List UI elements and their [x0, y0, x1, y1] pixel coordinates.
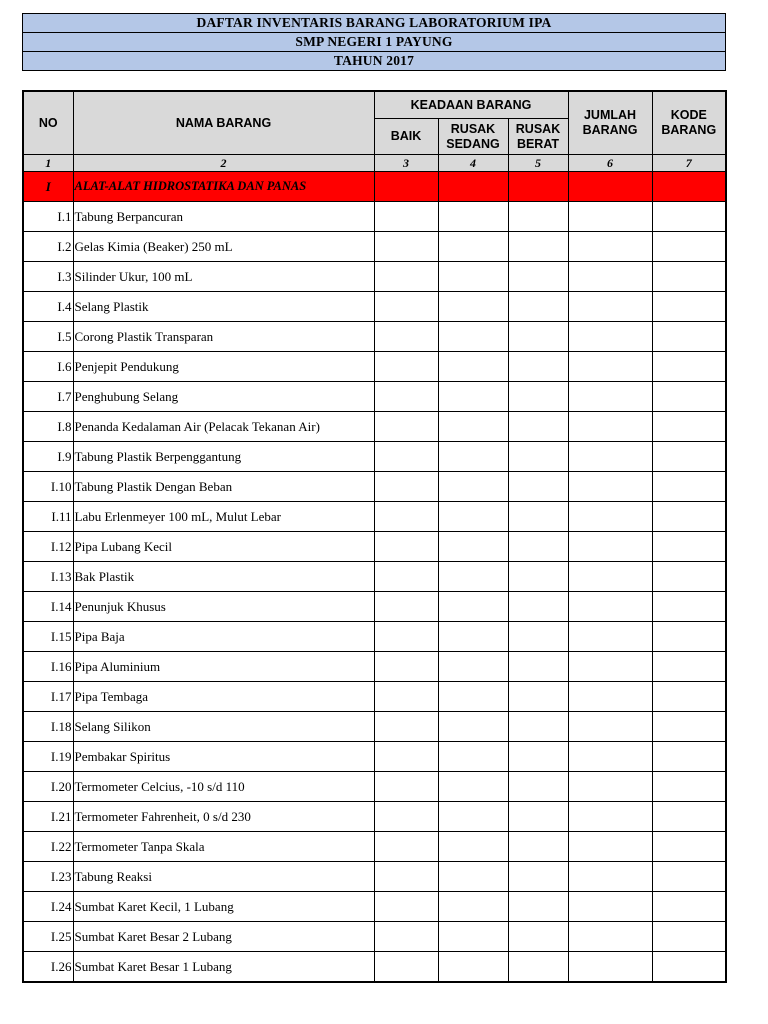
header-kode-barang — [652, 91, 726, 155]
header-kode-line-2: BARANG — [661, 123, 717, 137]
item-name: Tabung Berpancuran — [73, 202, 374, 232]
empty-cell — [652, 832, 726, 862]
empty-cell — [568, 832, 652, 862]
empty-cell — [568, 622, 652, 652]
empty-cell — [568, 892, 652, 922]
empty-cell — [568, 592, 652, 622]
item-no: I.14 — [23, 592, 73, 622]
empty-cell — [508, 592, 568, 622]
column-number: 7 — [652, 155, 726, 172]
empty-cell — [438, 952, 508, 983]
table-row — [23, 922, 726, 952]
empty-cell — [568, 412, 652, 442]
empty-cell — [568, 472, 652, 502]
empty-cell — [508, 382, 568, 412]
section-name: ALAT-ALAT HIDROSTATIKA DAN PANAS — [73, 172, 374, 202]
item-name: Selang Plastik — [73, 292, 374, 322]
empty-cell — [374, 832, 438, 862]
header-keadaan-barang: KEADAAN BARANG — [374, 91, 568, 119]
empty-cell — [508, 232, 568, 262]
empty-cell — [568, 262, 652, 292]
empty-cell — [652, 712, 726, 742]
item-no: I.16 — [23, 652, 73, 682]
empty-cell — [438, 532, 508, 562]
item-no: I.2 — [23, 232, 73, 262]
empty-cell — [652, 172, 726, 202]
empty-cell — [374, 292, 438, 322]
column-number: 3 — [374, 155, 438, 172]
empty-cell — [568, 532, 652, 562]
header-rusak-sedang — [438, 119, 508, 155]
empty-cell — [508, 412, 568, 442]
empty-cell — [438, 922, 508, 952]
empty-cell — [568, 232, 652, 262]
empty-cell — [652, 262, 726, 292]
empty-cell — [374, 682, 438, 712]
table-row — [23, 202, 726, 232]
empty-cell — [508, 502, 568, 532]
table-row — [23, 412, 726, 442]
empty-cell — [438, 622, 508, 652]
empty-cell — [374, 202, 438, 232]
document-title-block — [22, 13, 726, 71]
item-name: Bak Plastik — [73, 562, 374, 592]
empty-cell — [438, 832, 508, 862]
item-no: I.8 — [23, 412, 73, 442]
empty-cell — [652, 862, 726, 892]
empty-cell — [508, 922, 568, 952]
empty-cell — [438, 772, 508, 802]
empty-cell — [508, 472, 568, 502]
item-no: I.15 — [23, 622, 73, 652]
empty-cell — [568, 952, 652, 983]
empty-cell — [374, 442, 438, 472]
item-no: I.22 — [23, 832, 73, 862]
document-year: TAHUN 2017 — [23, 52, 725, 70]
section-row — [23, 172, 726, 202]
empty-cell — [652, 562, 726, 592]
empty-cell — [568, 682, 652, 712]
item-no: I.5 — [23, 322, 73, 352]
empty-cell — [652, 682, 726, 712]
empty-cell — [568, 862, 652, 892]
empty-cell — [508, 322, 568, 352]
table-row — [23, 502, 726, 532]
header-rusak-sedang-line-2: SEDANG — [446, 136, 500, 151]
item-name: Corong Plastik Transparan — [73, 322, 374, 352]
empty-cell — [652, 892, 726, 922]
header-baik: BAIK — [374, 119, 438, 155]
column-number: 4 — [438, 155, 508, 172]
empty-cell — [438, 862, 508, 892]
empty-cell — [652, 592, 726, 622]
empty-cell — [374, 862, 438, 892]
empty-cell — [508, 952, 568, 983]
empty-cell — [652, 742, 726, 772]
item-name: Penunjuk Khusus — [73, 592, 374, 622]
item-no: I.10 — [23, 472, 73, 502]
item-name: Selang Silikon — [73, 712, 374, 742]
item-name: Gelas Kimia (Beaker) 250 mL — [73, 232, 374, 262]
column-number: 5 — [508, 155, 568, 172]
empty-cell — [652, 442, 726, 472]
table-row — [23, 562, 726, 592]
empty-cell — [438, 352, 508, 382]
empty-cell — [374, 922, 438, 952]
empty-cell — [652, 202, 726, 232]
empty-cell — [652, 322, 726, 352]
item-name: Pembakar Spiritus — [73, 742, 374, 772]
empty-cell — [652, 802, 726, 832]
empty-cell — [508, 682, 568, 712]
item-no: I.26 — [23, 952, 73, 983]
table-row — [23, 352, 726, 382]
empty-cell — [508, 172, 568, 202]
empty-cell — [438, 172, 508, 202]
empty-cell — [652, 502, 726, 532]
column-number: 1 — [23, 155, 73, 172]
table-row — [23, 952, 726, 983]
empty-cell — [438, 442, 508, 472]
table-row — [23, 802, 726, 832]
empty-cell — [508, 742, 568, 772]
empty-cell — [438, 472, 508, 502]
empty-cell — [508, 562, 568, 592]
table-row — [23, 232, 726, 262]
empty-cell — [438, 802, 508, 832]
table-row — [23, 532, 726, 562]
item-no: I.20 — [23, 772, 73, 802]
table-row — [23, 292, 726, 322]
empty-cell — [652, 772, 726, 802]
header-rusak-berat — [508, 119, 568, 155]
item-name: Labu Erlenmeyer 100 mL, Mulut Lebar — [73, 502, 374, 532]
empty-cell — [568, 742, 652, 772]
empty-cell — [438, 262, 508, 292]
item-name: Pipa Baja — [73, 622, 374, 652]
empty-cell — [508, 352, 568, 382]
item-name: Tabung Plastik Dengan Beban — [73, 472, 374, 502]
item-no: I.24 — [23, 892, 73, 922]
inventory-table — [22, 90, 727, 983]
empty-cell — [438, 712, 508, 742]
section-no: I — [23, 172, 73, 202]
empty-cell — [438, 502, 508, 532]
item-no: I.4 — [23, 292, 73, 322]
table-row — [23, 862, 726, 892]
empty-cell — [438, 232, 508, 262]
empty-cell — [652, 532, 726, 562]
empty-cell — [652, 352, 726, 382]
empty-cell — [374, 262, 438, 292]
empty-cell — [568, 202, 652, 232]
empty-cell — [374, 712, 438, 742]
document-title: DAFTAR INVENTARIS BARANG LABORATORIUM IPA — [23, 14, 725, 33]
header-jumlah-line-1: JUMLAH — [583, 108, 637, 122]
empty-cell — [374, 322, 438, 352]
table-row — [23, 622, 726, 652]
item-name: Pipa Lubang Kecil — [73, 532, 374, 562]
item-no: I.19 — [23, 742, 73, 772]
empty-cell — [508, 442, 568, 472]
empty-cell — [508, 202, 568, 232]
empty-cell — [508, 262, 568, 292]
empty-cell — [508, 772, 568, 802]
school-name: SMP NEGERI 1 PAYUNG — [23, 33, 725, 52]
table-row — [23, 742, 726, 772]
header-nama-barang: NAMA BARANG — [73, 91, 374, 155]
header-no: NO — [23, 91, 73, 155]
empty-cell — [508, 712, 568, 742]
item-no: I.18 — [23, 712, 73, 742]
item-name: Termometer Fahrenheit, 0 s/d 230 — [73, 802, 374, 832]
item-no: I.6 — [23, 352, 73, 382]
table-row — [23, 892, 726, 922]
empty-cell — [374, 652, 438, 682]
table-row — [23, 262, 726, 292]
empty-cell — [374, 382, 438, 412]
empty-cell — [652, 472, 726, 502]
item-no: I.12 — [23, 532, 73, 562]
empty-cell — [374, 172, 438, 202]
item-no: I.11 — [23, 502, 73, 532]
empty-cell — [374, 622, 438, 652]
empty-cell — [374, 952, 438, 983]
empty-cell — [652, 922, 726, 952]
empty-cell — [374, 772, 438, 802]
header-jumlah-barang — [568, 91, 652, 155]
column-number: 2 — [73, 155, 374, 172]
item-name: Penghubung Selang — [73, 382, 374, 412]
empty-cell — [374, 532, 438, 562]
empty-cell — [568, 442, 652, 472]
item-name: Termometer Tanpa Skala — [73, 832, 374, 862]
empty-cell — [438, 592, 508, 622]
empty-cell — [568, 712, 652, 742]
column-number: 6 — [568, 155, 652, 172]
item-name: Tabung Plastik Berpenggantung — [73, 442, 374, 472]
empty-cell — [438, 892, 508, 922]
empty-cell — [568, 172, 652, 202]
empty-cell — [508, 532, 568, 562]
table-row — [23, 682, 726, 712]
header-jumlah-line-2: BARANG — [582, 123, 638, 137]
empty-cell — [374, 892, 438, 922]
item-name: Silinder Ukur, 100 mL — [73, 262, 374, 292]
empty-cell — [568, 922, 652, 952]
item-no: I.13 — [23, 562, 73, 592]
empty-cell — [508, 622, 568, 652]
table-row — [23, 832, 726, 862]
empty-cell — [374, 592, 438, 622]
empty-cell — [568, 382, 652, 412]
empty-cell — [374, 232, 438, 262]
item-no: I.1 — [23, 202, 73, 232]
empty-cell — [508, 862, 568, 892]
header-row-top — [23, 91, 726, 119]
empty-cell — [508, 892, 568, 922]
empty-cell — [374, 412, 438, 442]
empty-cell — [438, 682, 508, 712]
item-no: I.25 — [23, 922, 73, 952]
header-rusak-sedang-line-1: RUSAK — [450, 121, 496, 136]
table-row — [23, 442, 726, 472]
item-name: Penanda Kedalaman Air (Pelacak Tekanan Air) — [73, 412, 374, 442]
table-row — [23, 712, 726, 742]
empty-cell — [652, 232, 726, 262]
empty-cell — [438, 292, 508, 322]
empty-cell — [568, 352, 652, 382]
empty-cell — [652, 652, 726, 682]
empty-cell — [652, 382, 726, 412]
empty-cell — [374, 742, 438, 772]
item-name: Pipa Aluminium — [73, 652, 374, 682]
empty-cell — [568, 562, 652, 592]
table-row — [23, 772, 726, 802]
header-rusak-berat-line-2: BERAT — [516, 136, 560, 151]
item-name: Penjepit Pendukung — [73, 352, 374, 382]
empty-cell — [652, 292, 726, 322]
table-row — [23, 592, 726, 622]
empty-cell — [438, 742, 508, 772]
item-no: I.7 — [23, 382, 73, 412]
empty-cell — [568, 292, 652, 322]
empty-cell — [438, 562, 508, 592]
empty-cell — [438, 202, 508, 232]
empty-cell — [652, 622, 726, 652]
item-name: Tabung Reaksi — [73, 862, 374, 892]
empty-cell — [374, 562, 438, 592]
empty-cell — [438, 322, 508, 352]
empty-cell — [508, 802, 568, 832]
empty-cell — [508, 832, 568, 862]
empty-cell — [374, 802, 438, 832]
item-name: Sumbat Karet Kecil, 1 Lubang — [73, 892, 374, 922]
empty-cell — [568, 652, 652, 682]
header-rusak-berat-line-1: RUSAK — [515, 121, 561, 136]
table-row — [23, 472, 726, 502]
empty-cell — [568, 802, 652, 832]
item-no: I.9 — [23, 442, 73, 472]
empty-cell — [568, 322, 652, 352]
empty-cell — [568, 772, 652, 802]
empty-cell — [508, 652, 568, 682]
item-no: I.3 — [23, 262, 73, 292]
item-name: Sumbat Karet Besar 2 Lubang — [73, 922, 374, 952]
empty-cell — [438, 652, 508, 682]
column-number-row — [23, 155, 726, 172]
empty-cell — [374, 472, 438, 502]
table-row — [23, 322, 726, 352]
item-no: I.23 — [23, 862, 73, 892]
item-no: I.17 — [23, 682, 73, 712]
empty-cell — [438, 412, 508, 442]
empty-cell — [652, 412, 726, 442]
table-row — [23, 382, 726, 412]
empty-cell — [652, 952, 726, 983]
empty-cell — [374, 502, 438, 532]
empty-cell — [508, 292, 568, 322]
table-row — [23, 652, 726, 682]
item-name: Sumbat Karet Besar 1 Lubang — [73, 952, 374, 983]
empty-cell — [374, 352, 438, 382]
header-kode-line-1: KODE — [670, 108, 707, 122]
empty-cell — [438, 382, 508, 412]
item-name: Termometer Celcius, -10 s/d 110 — [73, 772, 374, 802]
empty-cell — [568, 502, 652, 532]
item-name: Pipa Tembaga — [73, 682, 374, 712]
item-no: I.21 — [23, 802, 73, 832]
